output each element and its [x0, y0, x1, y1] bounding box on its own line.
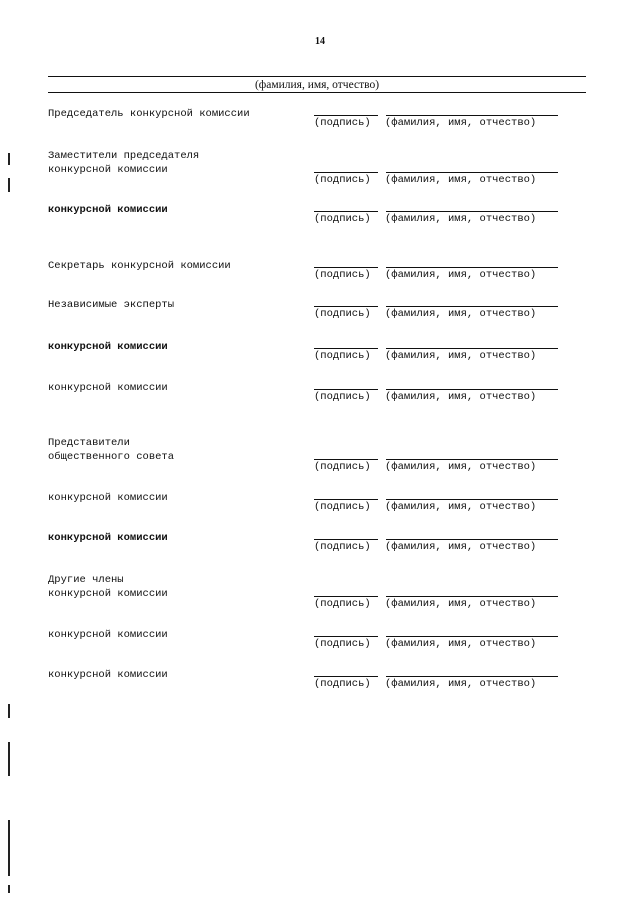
full-name-caption: (фамилия, имя, отчество) — [385, 541, 537, 553]
full-name-caption: (фамилия, имя, отчество) — [385, 598, 537, 610]
signature-caption: (подпись) — [314, 638, 371, 650]
signature-caption: (подпись) — [314, 350, 371, 362]
full-name-caption: (фамилия, имя, отчество) — [385, 391, 537, 403]
signature-caption: (подпись) — [314, 541, 371, 553]
top-name-caption: (фамилия, имя, отчество) — [254, 79, 380, 91]
signature-caption: (подпись) — [314, 174, 371, 186]
signature-caption: (подпись) — [314, 678, 371, 690]
full-name-line — [386, 306, 558, 307]
full-name-line — [386, 172, 558, 173]
full-name-caption: (фамилия, имя, отчество) — [385, 213, 537, 225]
full-name-line — [386, 499, 558, 500]
margin-mark — [8, 820, 10, 876]
member-role-label: Независимые эксперты — [48, 299, 175, 311]
full-name-caption: (фамилия, имя, отчество) — [385, 308, 537, 320]
signature-caption: (подпись) — [314, 391, 371, 403]
signature-caption: (подпись) — [314, 213, 371, 225]
signature-caption: (подпись) — [314, 308, 371, 320]
signature-caption: (подпись) — [314, 117, 371, 129]
full-name-caption: (фамилия, имя, отчество) — [385, 350, 537, 362]
page-number: 14 — [315, 36, 325, 47]
signature-line — [314, 676, 378, 677]
full-name-caption: (фамилия, имя, отчество) — [385, 678, 537, 690]
signature-line — [314, 211, 378, 212]
full-name-line — [386, 348, 558, 349]
signature-line — [314, 115, 378, 116]
full-name-caption: (фамилия, имя, отчество) — [385, 461, 537, 473]
member-role-label: конкурсной комиссии — [48, 492, 168, 504]
margin-mark — [8, 885, 10, 893]
member-role-label: Председатель конкурсной комиссии — [48, 108, 250, 120]
full-name-line — [386, 459, 558, 460]
signature-line — [314, 267, 378, 268]
member-role-label: конкурсной комиссии — [48, 382, 168, 394]
signature-line — [314, 172, 378, 173]
member-role-label: конкурсной комиссии — [48, 629, 168, 641]
margin-mark — [8, 178, 10, 192]
full-name-line — [386, 211, 558, 212]
signature-line — [314, 596, 378, 597]
member-role-label: конкурсной комиссии — [48, 341, 168, 353]
margin-mark — [8, 742, 10, 776]
top-rule — [48, 76, 586, 77]
full-name-caption: (фамилия, имя, отчество) — [385, 174, 537, 186]
full-name-caption: (фамилия, имя, отчество) — [385, 638, 537, 650]
margin-mark — [8, 704, 10, 718]
signature-caption: (подпись) — [314, 461, 371, 473]
member-role-label: конкурсной комиссии — [48, 669, 168, 681]
member-role-label: конкурсной комиссии — [48, 532, 168, 544]
signature-line — [314, 389, 378, 390]
full-name-line — [386, 636, 558, 637]
member-role-label: Другие члены конкурсной комиссии — [48, 574, 168, 600]
signature-line — [314, 306, 378, 307]
signature-caption: (подпись) — [314, 598, 371, 610]
full-name-line — [386, 596, 558, 597]
signature-line — [314, 636, 378, 637]
full-name-caption: (фамилия, имя, отчество) — [385, 117, 537, 129]
full-name-line — [386, 115, 558, 116]
full-name-caption: (фамилия, имя, отчество) — [385, 269, 537, 281]
full-name-line — [386, 539, 558, 540]
signature-line — [314, 348, 378, 349]
full-name-line — [386, 389, 558, 390]
member-role-label: Секретарь конкурсной комиссии — [48, 260, 231, 272]
top-rule-lower — [48, 92, 586, 93]
member-role-label: Заместители председателя конкурсной комиссии — [48, 150, 200, 176]
member-role-label: Представители общественного совета — [48, 437, 175, 463]
signature-line — [314, 539, 378, 540]
member-role-label: конкурсной комиссии — [48, 204, 168, 216]
full-name-line — [386, 676, 558, 677]
margin-mark — [8, 153, 10, 165]
signature-line — [314, 459, 378, 460]
signature-caption: (подпись) — [314, 501, 371, 513]
full-name-caption: (фамилия, имя, отчество) — [385, 501, 537, 513]
signature-caption: (подпись) — [314, 269, 371, 281]
signature-line — [314, 499, 378, 500]
full-name-line — [386, 267, 558, 268]
